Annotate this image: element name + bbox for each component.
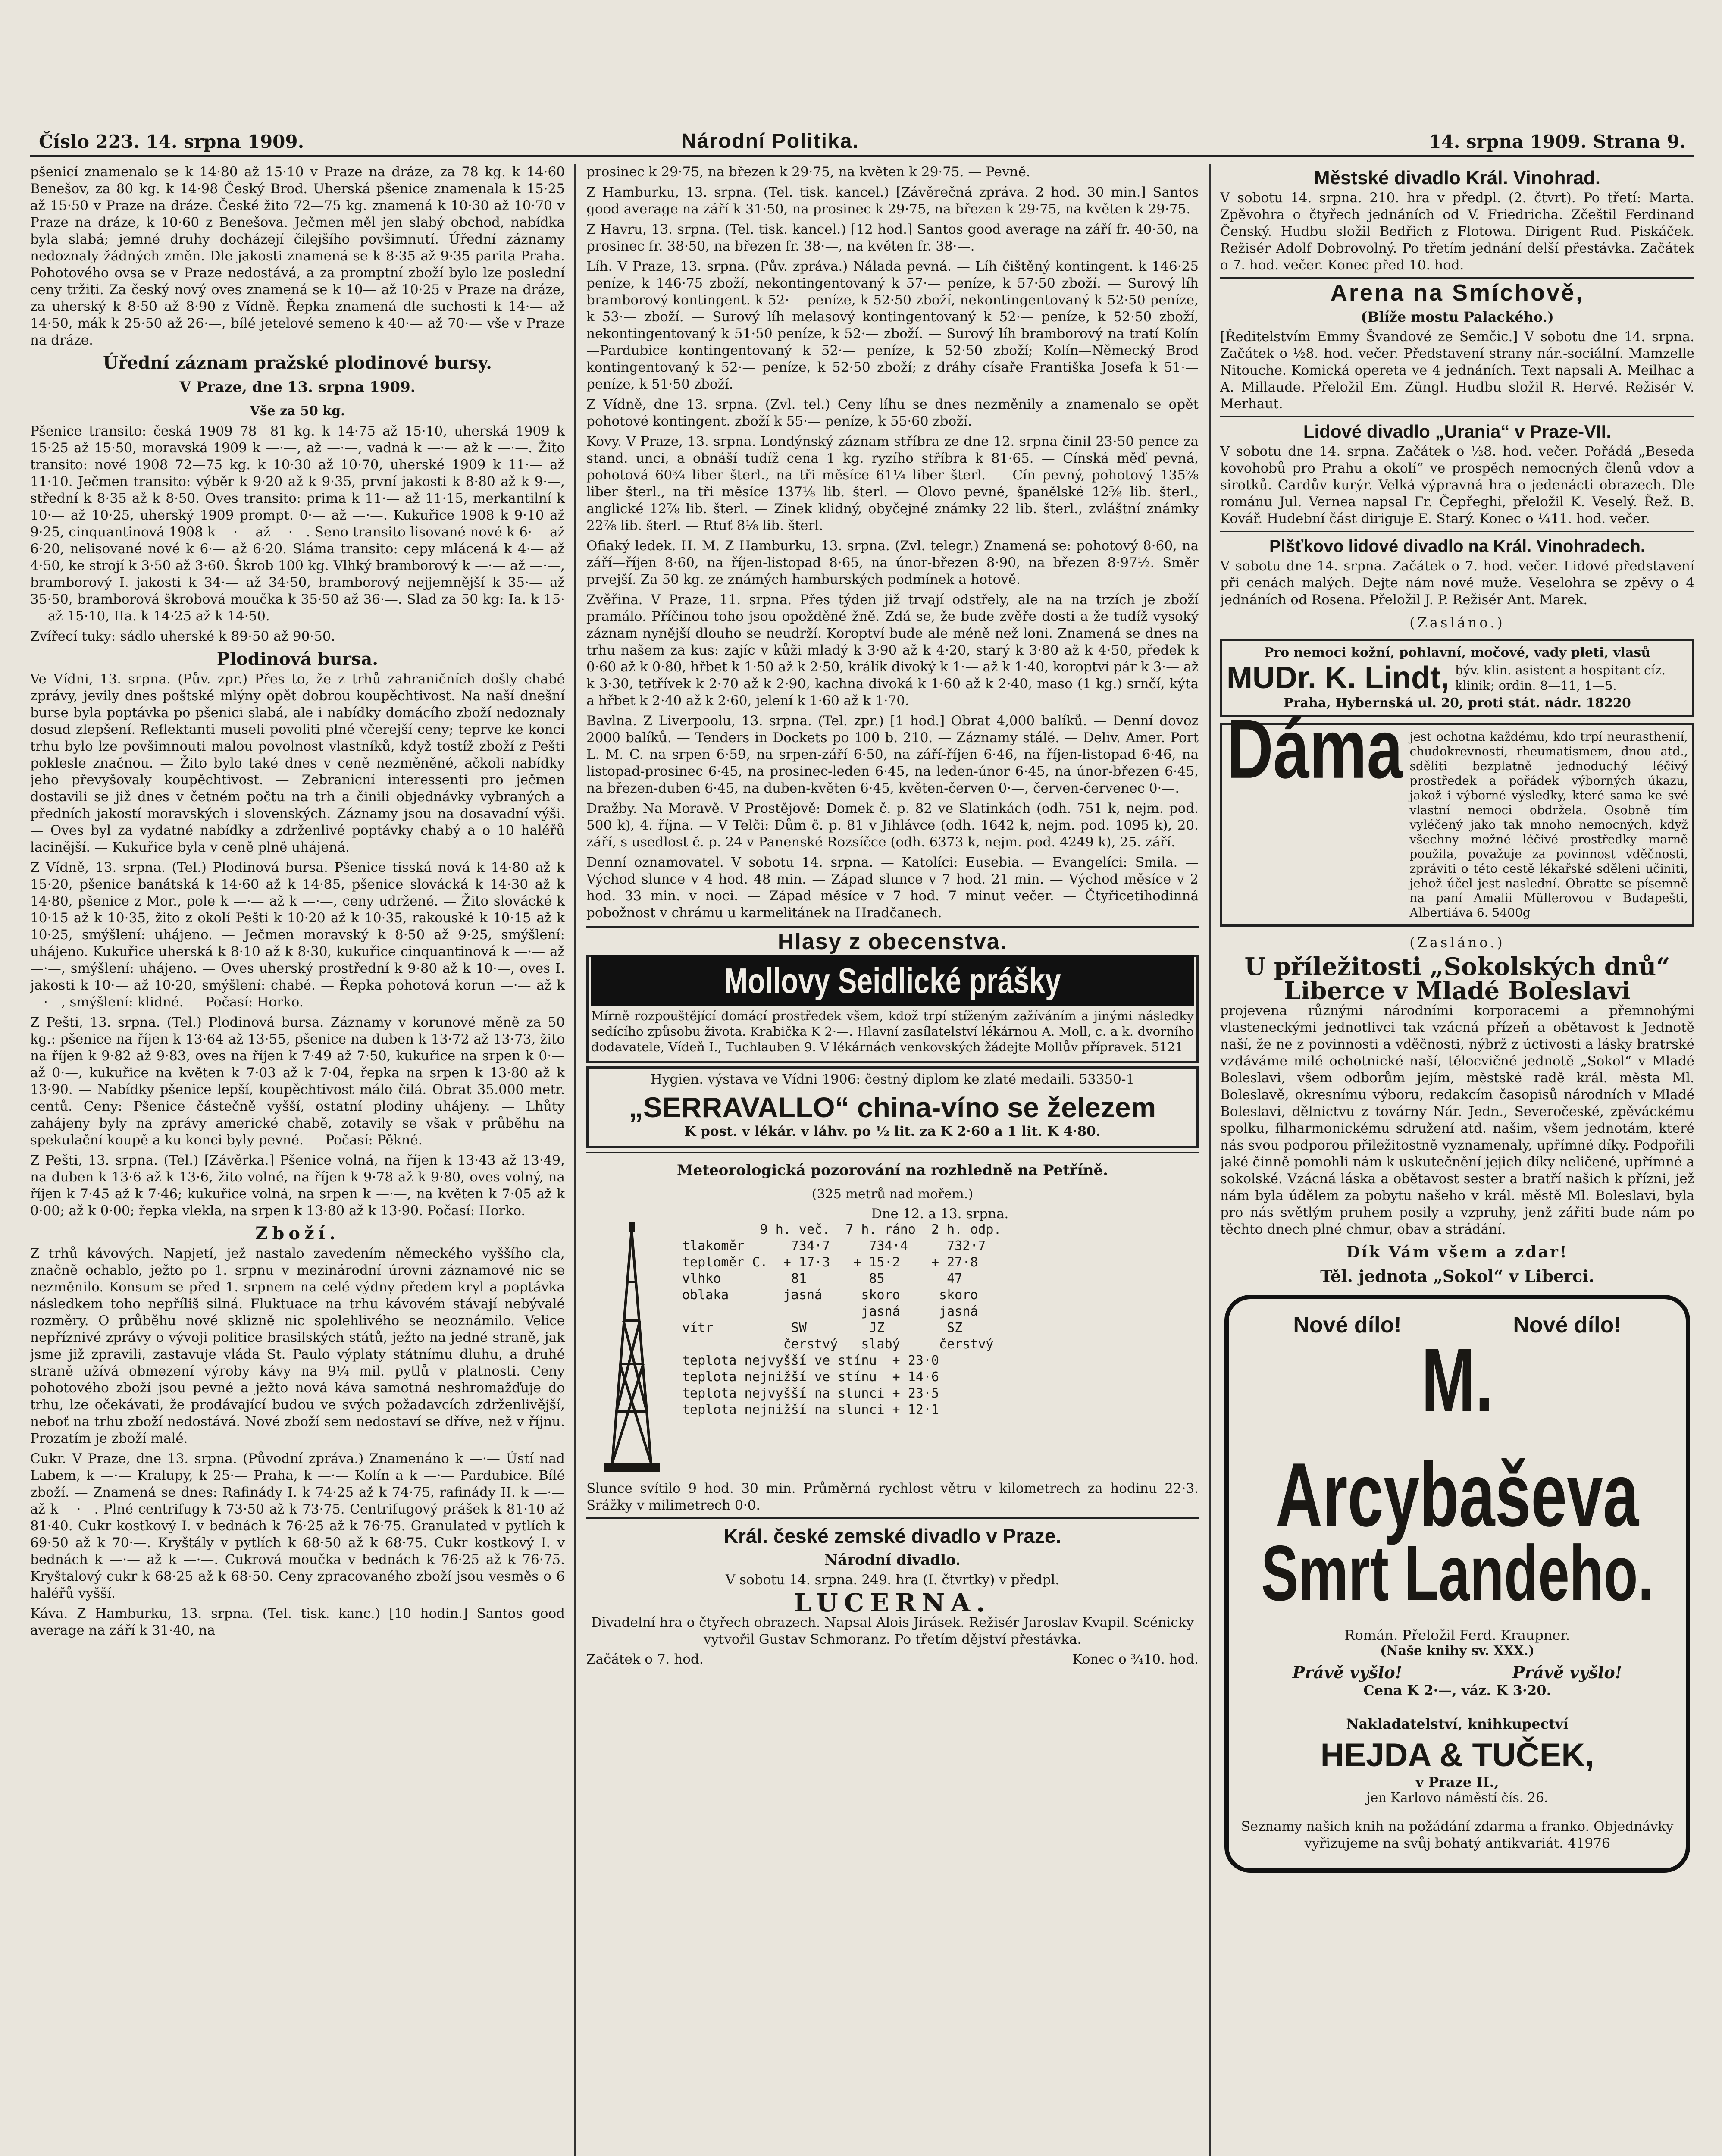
ad-title: Mollovy Seidlické prášky <box>591 955 1194 1006</box>
book-author: M. Arcybaševa <box>1275 1329 1639 1545</box>
column-divider <box>1209 164 1211 2156</box>
article-text: Líh. V Praze, 13. srpna. (Pův. zpráva.) Nálada pevná. — Líh čištěný kontingent. k 146·25 peníze, k 146·75 zboží, nekontingentovaný k 57·— peníze, k 57·50 zboží. — Surový líh bramborový kontingent. k 52·— peníze, k 52·50 zboží, nekontingentovaný k 52·50 peníze, k 53·— zboží. — Surový líh melasový kontingentovaný k 52·— peníze, k 52·50 zboží, nekontingentovaný k 51·50 peníze, k 52·— zboží. — Surový líh bramborový na tratí Kolín—Pardubice kontingentovaný k 52·— peníze, k 52·50 zboží; Kolín—Německý Brod kontingentovaný k 52·— peníze, k 52·50 zboží; z dráhy císaře Františka Josefa k 51·— peníze, k 51·50 zboží. <box>586 259 1199 392</box>
article-text: Z Havru, 13. srpna. (Tel. tisk. kancel.) [12 hod.] Santos good average na září fr. 40·50, na prosinec fr. 38·50, na březen fr. 38·—, na květen fr. 38·—. <box>586 222 1199 254</box>
theatre-heading: Lidové divadlo „Urania“ v Praze-VII. <box>1303 421 1612 442</box>
weather-heading: Meteorologická pozorování na rozhledně na Petříně. <box>677 1162 1108 1179</box>
notice-thanks: Dík Vám všem a zdar! <box>1346 1243 1569 1261</box>
weather-table: 9 h. več. 7 h. ráno 2 h. odp. tlakoměr 734·7 734·4 732·7 teploměr C. + 17·3 + 15·2 + 27·8 vlhko 81 85 47 oblaka jasná skoro skoro jasná jasná vítr SW JZ SZ čerstvý slabý čerstvý teplota nejvyšší ve stínu + 23·0 teplota nejnižší ve stínu + 14·6 teplota nejvyšší na slunci + 23·5 teplota nejnižší na slunci + 12·1 <box>682 1222 1002 1417</box>
article-text: Z Vídně, dne 13. srpna. (Zvl. tel.) Ceny líhu se dnes nezměnily a znamenalo se opět pohotové kontingent. zboží k 55·— peníze, k 55·60 zboží. <box>586 397 1199 429</box>
section-subheading: V Praze, dne 13. srpna 1909. <box>179 379 416 396</box>
article-text: Z Pešti, 13. srpna. (Tel.) Plodinová bursa. Záznamy v korunové měně za 50 kg.: pšenice na říjen k 13·64 až 13·55, pšenice na duben k 13·72 až 13·73, žito na říjen k 9·82 až 9·83, oves na říjen k 7·49 až 7·50, kukuřice na srpen k 0·— až 0·—, kukuřice na květen k 7·03 až k 7·04, řepka na srpen k 13·80 až k 13·90. — Nabídky pšenice lepší, koupěchtivost málo čilá. Obrat 35.000 metr. centů. Ceny: Pšenice částečně vyšší, ostatní plodiny uhájeny. — Lhůty zahájeny byly na zprávy americké chabě, zotavily se však v průběhu na spekulační koupě a ku konci byly pevné. — Počasí: Pěkné. <box>30 1015 565 1148</box>
article-text: Dražby. Na Moravě. V Prostějově: Domek č. p. 82 ve Slatinkách (odh. 751 k, nejm. pod. 500 k), 4. října. — V Telči: Dům č. p. 81 v Jihlávce (odh. 1642 k, nejm. pod. 1095 k), 20. září, s usedlost č. p. 24 v Panenské Rozsíčce (odh. 6373 k, nejm. pod. 4249 k), 25. září. <box>586 801 1199 850</box>
theatre-subheading: Národní divadlo. <box>824 1551 961 1569</box>
article-text: Z trhů kávových. Napjetí, jež nastalo zavedením německého vyššího cla, značně ochablo, ježto po 1. srpnu v mezinárodní úrovni záznamové nic se nezměnilo. Konsum se před 1. srpnem na celé výdny předem kryl a poptávka následkem toho nepříliš silná. Fluktuace na trhu kávovém stávají nebývalé rozměry. O průběhu nové sklizně nic spolehlivého se neoznámilo. Velice nepříznivé zprávy o vývoji politice brasilských států, ježto na jedné straně, jak jsme již zpravili, zastavuje vláda St. Paulo výplaty státnímu dluhu, a druhé straně užívá obmezení výroby kávy na 9¼ mil. pytlů v platnosti. Ceny pohotového zboží jsou pevné a ježto nová káva samotná neshromažďuje do trhu, lze očekávati, že prodávající budou ve svých požadavcích zdrženlivější, neboť na trhu zboží nedostává. Nové zboží sem nedostaví se dříve, než v říjnu. Prozatím je zboží malé. <box>30 1246 565 1446</box>
article-text: Pšenice transito: česká 1909 78—81 kg. k 14·75 až 15·10, uherská 1909 k 15·25 až 15·50, moravská 1909 k —·—, až —·—, vadná k —·— až k —·—. Žito transito: nové 1908 72—75 kg. k 10·30 až 10·70, uherské 1909 k 11·— až 11·10. Ječmen transito: výběr k 9·20 až k 9·35, první jakosti k 8·80 až k 9·—, střední k 8·35 až k 8·50. Oves transito: prima k 11·— až 11·15, merkantilní k 10·— až 10·25, uherský 1909 prompt. 0·— až —·—. Kukuřice 1908 k 9·10 až 9·25, cinquantinová 1908 k —·— až —·—. Seno transito lisované nové k 6·— až 6·20, nelisované nové k 6·— až 6·20. Sláma transito: cepy mlácená k 4·— až 4·50, ke strojí k 3·50 až 3·60. Škrob 100 kg. Vlhký bramborový k —·— až —·—, bramborový I. jakosti k 34·— až 34·50, bramborový nejjemnější k 35·— až 35·50, bramborová škrobová moučka k 35·50 až 36·—. Slad za 50 kg: Ia. k 15·— až 15·10, IIa. k 14·25 až k 14·50. <box>30 423 565 624</box>
ad-text: K post. v lékár. v láhv. po ½ lit. za K 2·60 a 1 lit. K 4·80. <box>684 1124 1101 1139</box>
book-price: Cena K 2·—, váz. K 3·20. <box>1363 1682 1551 1698</box>
masthead: Národní Politika. <box>681 130 859 153</box>
publisher-name: HEJDA & TUČEK, <box>1320 1737 1594 1774</box>
section-heading: Úřední záznam pražské plodinové bursy. <box>103 353 492 373</box>
start-time: Začátek o 7. hod. <box>586 1651 704 1667</box>
article-text: Zvířecí tuky: sádlo uherské k 89·50 až 90·50. <box>30 629 335 644</box>
notice-text: projevena různými národními korporacemi a přemnohými vlasteneckými jednotlivci tak vzácná přízeň a obětavost k Jednotě naší, že ne z povinnosti a vděčnosti, nýbrž z úctivosti a lásky bratrské vzdáváme milé ochotnické naší, tělocvičné jednotě „Sokol“ v Mladé Boleslavi, všem odborům jejím, městské radě král. města Ml. Boleslavě, okresnímu výboru, redakcím časopisů národních v Mladé Boleslavi, dělnictvu z továrny Nár. Jedn., Severočeské, zpěváckému spolku, filharmonickému sdružení atd. našim, všem jednotám, které nás svou podporou přiležitostně vyznamenaly, upřímné díky. Podpořili jaké činně pomohli nám k uskutečnění jejich díky neličené, upřímné a sokolské. Vzácná láska a obětavost sester a bratří našich k přízni, jež nám byla údělem za pobytu našeho v král. městě Ml. Boleslavi, byla pro nás světlým pruhem posily a vzpruhy, jenž zářiti bude nám po těchto dnech plné chmur, obav a strádání. <box>1220 1003 1694 1237</box>
zaslano-label: (Zasláno.) <box>1409 934 1505 951</box>
ad-badge: Nové dílo! <box>1293 1313 1402 1338</box>
ad-title: „SERRAVALLO“ china-víno se železem <box>629 1091 1156 1123</box>
publisher-address: jen Karlovo náměstí čís. 26. <box>1366 1790 1548 1805</box>
ad-text: býv. klin. asistent a hospitant cíz. klinik; ordin. 8—11, 1—5. <box>1455 663 1666 693</box>
publisher-text: Seznamy našich knih na požádání zdarma a franko. Objednávky vyřizujeme na svůj bohatý antikvariát. 41976 <box>1241 1819 1674 1851</box>
page-number: 14. srpna 1909. Strana 9. <box>1428 131 1686 152</box>
article-text: Z Pešti, 13. srpna. (Tel.) [Závěrka.] Pšenice volná, na říjen k 13·43 až 13·49, na duben k 13·6 až k 13·6, žito volné, na říjen k 9·78 až k 9·80, oves volný, na říjen k 7·45 až k 7·46; kukuřice volná, na srpen k —·—, na květen k 7·05 až k 0·00; až k 0·00; řepka vlekla, na srpen k 13·80 až k 13·90. Počasí: Horko. <box>30 1153 565 1219</box>
article-text: Ofiaký ledek. H. M. Z Hamburku, 13. srpna. (Zvl. telegr.) Znamená se: pohotový 8·60, na září—říjen 8·60, na říjen-listopad 8·65, na únor-březen 8·90, na březen 8·97½. Směr prvejší. Za 50 kg. ze známých hamburských podmínek a hotově. <box>586 538 1199 587</box>
theatre-text: Divadelní hra o čtyřech obrazech. Napsal Alois Jirásek. Režisér Jaroslav Kvapil. Scénicky vytvořil Gustav Schmoranz. Po třetím dějství přestávka. <box>591 1615 1194 1647</box>
theatre-text: V sobotu 14. srpna. 210. hra v předpl. (2. čtvrt). Po třetí: Marta. Zpěvohra o čtyřech jednáních od V. Friedricha. Zčeštil Ferdinand Čenský. Hudbu složil Bedřich z Flotowa. Dirigent Rud. Piskáček. Režisér Adolf Dobrovolný. Po třetím jednání delší přestávka. Začátek o 7. hod. večer. Konec před 10. hod. <box>1220 190 1694 273</box>
column-3 <box>1220 164 1694 2156</box>
article-text: Bavlna. Z Liverpoolu, 13. srpna. (Tel. zpr.) [1 hod.] Obrat 4,000 balíků. — Denní dovoz 2000 balíků. — Tenders in Dockets po 100 b. 210. — Záznamy stálé. — Deliv. Amer. Port L. M. C. na srpen 6·59, na srpen-září 6·50, na září-říjen 6·46, na říjen-listopad 6·46, na listopad-prosinec 6·45, na prosinec-leden 6·45, na leden-únor 6·45, na únor-březen 6·45, na březen-duben 6·45, na duben-květen 6·45, květen-červen 0·—, červen-červenec 0·—. <box>586 713 1199 796</box>
book-info: (Naše knihy sv. XXX.) <box>1380 1643 1534 1658</box>
divider <box>1220 416 1694 417</box>
zaslano-label: (Zasláno.) <box>1409 614 1505 631</box>
book-info: Román. Přeložil Ferd. Kraupner. <box>1344 1627 1570 1643</box>
ad-badge: Právě vyšlo! <box>1292 1663 1403 1682</box>
ad-text: jest ochotna každému, kdo trpí neurasthenií, chudokrevností, rheumatismem, dnou atd., sděliti bezplatně jednoduchý léčivý prostředek a pořádek výborných úkazu, jakož i výborné výsledky, které sama ke své vlastní nemoci obdržela. Osobně tím vyléčený jako tak mnoho nemocných, když všechny možné léčivé prostředky marně použila, považuje za povinnost vděčnosti, zpráviti o této cestě lékařské sděleni učiniti, jehož účel jest naslední. Obratte se písemně na paní Amalii Müllerovou v Budapešti, Albertiáva 6. 5400g <box>1409 730 1688 920</box>
theatre-text: [Ředitelstvím Emmy Švandové ze Semčic.] V sobotu dne 14. srpna. Začátek o ½8. hod. večer. Představení strany nár.-sociální. Mamzelle Nitouche. Komická opereta ve 4 jednáních. Text napsali A. Meilhac a A. Millaude. Přeložil Em. Züngl. Hudbu složil R. Hervé. Režisér V. Merhaut. <box>1220 329 1694 412</box>
section-subheading: Vše za 50 kg. <box>250 404 345 419</box>
weather-report <box>586 1152 1199 1514</box>
ad-title: MUDr. K. Lindt, <box>1227 661 1449 695</box>
advertisement-mollov <box>586 955 1199 1063</box>
ad-text: Mírně rozpouštějící domácí prostředek všem, kdož trpí stíženým zažíváním a jinými následky sedícího způsobu života. Krabička K 2·—. Hlavní zasílatelství lékárnou A. Moll, c. a k. dvorního dodavatele, Vídeň I., Tuchlauben 9. V lékárnách venkovských žádejte Mollův přípravek. 5121 <box>591 1009 1194 1054</box>
section-heading: Plodinová bursa. <box>216 649 379 669</box>
article-text: Z Hamburku, 13. srpna. (Tel. tisk. kancel.) [Závěrečná zpráva. 2 hod. 30 min.] Santos good average na září k 31·50, na prosinec k 29·75, na březen k 29·75, na květen k 29·75. <box>586 185 1199 217</box>
weather-date: Dne 12. a 13. srpna. <box>871 1206 1009 1222</box>
ad-badge: Právě vyšlo! <box>1512 1663 1622 1682</box>
newspaper-page <box>30 129 1694 2156</box>
ad-text: Hygien. výstava ve Vídni 1906: čestný diplom ke zlaté medaili. 53350-1 <box>650 1072 1135 1087</box>
divider <box>1220 277 1694 279</box>
column-divider <box>574 164 576 2156</box>
divider <box>586 926 1199 928</box>
notice-heading: U příležitosti „Sokolských dnů“ <box>1244 953 1670 981</box>
column-2 <box>586 164 1199 2156</box>
article-text: Z Vídně, 13. srpna. (Tel.) Plodinová bursa. Pšenice tisská nová k 14·80 až k 15·20, pšenice banátská k 14·60 až k 14·85, pšenice slovácká k 14·30 až k 14·80, pšenice z Mor., pole k —·— až k —·—, ceny udržené. — Žito slovácké k 10·15 až k 10·35, žito z okolí Pešti k 10·20 až k 10·35, rakouské k 10·15 až k 10·25, smýšlení: uhájeno. — Ječmen moravský k 8·50 až 9·25, smýšlení: uhájeno. Kukuřice uherská k 8·10 až k 8·30, kukuřice cinquantinová k —·— až —·—, smýšlení: uhájeno. — Oves uherský prostřední k 9·80 až k 10·—, oves I. jakosti k 10·— až 10·20, smýšlení: chabé. — Řepka pohotová korun —·— až k —·—, smýšlení: klidné. — Počasí: Horko. <box>30 860 565 1010</box>
ad-title: Dáma <box>1227 702 1403 796</box>
section-heading: Hlasy z obecenstva. <box>777 929 1008 954</box>
divider <box>1220 531 1694 532</box>
end-time: Konec o ¾10. hod. <box>1072 1651 1199 1667</box>
article-text: Zvěřina. V Praze, 11. srpna. Přes týden již trvají odstřely, ale na na trzích je zboží pramálo. Příčinou toho jsou opožděné žně. Zdá se, že bude zvěře dosti a že tudíž vysoký záznam nynější dlouho se neudrží. Koroptví bude ale méně než loni. Znamená se dnes na trhu našem za kus: zajíc v kůži mladý k 3·90 až k 4·20, starý k 3·80 až k 4·50, předek k 0·60 až k 0·80, hřbet k 1·50 až k 2·50, králík divoký k 1·— až k 1·40, koroptví pár k 3·— až k 3·30, tetřívek k 2·70 až k 2·90, kachna divoká k 1·60 až k 2·40, maso (1 kg.) srnčí, kýta a hřbet k 2·40 až k 2·60, jelení k 1·60 až k 1·70. <box>586 592 1199 708</box>
theatre-heading: Arena na Smíchově, <box>1330 280 1584 306</box>
theatre-listing <box>586 1517 1199 1667</box>
publisher-city: v Praze II., <box>1415 1774 1499 1790</box>
theatre-heading: Městské divadlo Král. Vinohrad. <box>1314 167 1601 188</box>
column-1 <box>30 164 565 2156</box>
article-text: Ve Vídni, 13. srpna. (Pův. zpr.) Přes to, že z trhů zahraničních došly chabé zprávy, jevily dnes poštské mlýny opět dobrou koupěchtivost. Na naší dnešní burse byla poptávka po pšenici slabá, ale i nabídky domácího zboží nedoznaly dosud zlepšení. Reflektanti museli povoliti plné včerejší ceny; teprve ke konci trhu bylo lze povšimnouti malou povolnost vlastníků, když tostíž zboží z Pešti poklesle značnou. — Žito bylo také dnes v ceně nezměněné, ačkoli nabídky jeho převyšovaly koupěchtivost. — Zebranicní interessenti pro ječmen dostavili se již dnes v četném počtu na trh a činili objednávky vybraných a předních jakostí moravských i slovenských. Záznamy jsou na dosavadní výši. — Oves byl za vydatné nabídky a zdrženlivé poptávky chabý a o 10 haléřů lacinější. — Kukuřice byla v ceně plně uhájená. <box>30 671 565 855</box>
article-text: pšenicí znamenalo se k 14·80 až 15·10 v Praze na dráze, za 78 kg. k 14·60 Benešov, za 80 kg. k 14·98 Český Brod. Uherská pšenice znamenala k 15·25 až 15·50 v Praze na dráze. České žito 72—75 kg. znamená k 10·30 až 10·70 v Praze na dráze, k 10·60 z Benešova. Ječmen měl jen slabý obchod, nabídka byla slabá; jemné druhy docházejí čilejšího povšimnutí. Úřední záznamy nedoznaly žádných změn. Dle jakosti znamená se k 8·35 až 9·35 paritа Praha. Pohotového ovsa se v Praze nedostává, a za promptní zboží bylo lze poslední ceny tržiti. Za český nový oves znamená se k 10— až 10·25 v Praze na dráze, za uherský k 8·50 až 8·90 z Vídně. Řepka znamená dle suchosti k 14·— až 14·50, mák k 25·50 až 26·—, bílé jetelové semeno k 40·— až 70·— vše v Praze na dráze. <box>30 164 565 348</box>
theatre-heading: Král. české zemské divadlo v Praze. <box>723 1525 1061 1547</box>
section-heading: Zboží. <box>255 1223 340 1244</box>
article-text: Káva. Z Hamburku, 13. srpna. (Tel. tisk. kanc.) [10 hodin.] Santos good average na září k 31·40, na <box>30 1606 565 1638</box>
advertisement-book <box>1224 1295 1690 1873</box>
advertisement-serravallo <box>586 1066 1199 1148</box>
weather-text: Slunce svítilo 9 hod. 30 min. Průměrná rychlost větru v kilometrech za hodinu 22·3. Srážky v milimetrech 0·0. <box>586 1481 1199 1513</box>
theatre-text: V sobotu dne 14. srpna. Začátek o ½8. hod. večer. Pořádá „Beseda kovohobů pro Prahu a okolí“ ve prospěch nemocných členů vdov a sirotků. Cardův kurýr. Velká výpravná hra o jedenácti obrazech. Dle románu Jul. Vernea napsal Fr. Čepřeghi, přeložil K. Veselý. Řež. B. Kovář. Hudební část diriguje E. Starý. Konec o ¼11. hod. večer. <box>1220 444 1694 526</box>
ad-text: Praha, Hybernská ul. 20, proti stát. nádr. 18220 <box>1284 696 1631 711</box>
article-text: Cukr. V Praze, dne 13. srpna. (Původní zpráva.) Znamenáno k —·— Ústí nad Labem, k —·— Kralupy, k 25·— Praha, k —·— Kolín a k —·— Pardubice. Bílé zboží. — Znamená se dnes: Rafinády I. k 74·25 až k 74·75, rafinády II. k —·— až k —·—. Plné centrifugy k 73·50 až k 73·75. Centrifugový prášek k 81·10 až 81·40. Cukr kostkový I. v bednách k 76·25 až k 76·75. Granulated v pytlích k 69·50 až k 70·—. Kryštály v pytlích k 68·50 až k 68·75. Cukr kostkový I. v bednách k —·— až k —·—. Cukrová moučka v bednách k 76·25 až k 76·75. Kryštalový cukr k 68·25 až k 68·50. Ceny zpracovaného zboží jsou vesměs o 6 haléřů vyšší. <box>30 1451 565 1601</box>
notice-signature: Těl. jednota „Sokol“ v Liberci. <box>1320 1266 1594 1286</box>
page-header <box>30 129 1694 157</box>
play-title: LUCERNA. <box>794 1588 991 1617</box>
book-title: Smrt Landeho. <box>1261 1529 1654 1617</box>
theatre-text: V sobotu 14. srpna. 249. hra (I. čtvrtky) v předpl. <box>725 1572 1060 1588</box>
theatre-heading: Plšťkovo lidové divadlo na Král. Vinohradech. <box>1269 537 1645 556</box>
issue-info: Číslo 223. 14. srpna 1909. <box>39 131 304 152</box>
article-text: Kovy. V Praze, 13. srpna. Londýnský záznam stříbra ze dne 12. srpna činil 23·50 pence za stand. unci, a obnáší tudíž cena 1 kg. ryzího stříbra k 81·65. — Cínská měď pevná, pohotová 60¾ liber šterl., na tři měsíce 61¼ liber šterl. — Cín pevný, pohotový 135⅞ liber šterl., na tři měsíce 137⅛ lib. šterl. — Olovo pevné, španělské 12⅝ lib. šterl., anglické 12⅞ lib. šterl. — Zinek klidný, obyčejné známky 22 lib. šterl., zvláštní známky 22⅞ lib. šterl. — Rtuť 8⅛ lib. šterl. <box>586 434 1199 533</box>
weather-subheading: (325 metrů nad mořem.) <box>811 1187 974 1202</box>
article-text: Denní oznamovatel. V sobotu 14. srpna. — Katolíci: Eusebia. — Evangelíci: Smila. — Východ slunce v 4 hod. 48 min. — Západ slunce v 7 hod. 21 min. — Východ měsíce v 2 hod. 33 min. v noci. — Západ měsíce v 7 hod. 7 minut večer. — Čtyřicetihodinná pobožnost v chrámu u karmelitánek na Hradčanech. <box>586 855 1199 921</box>
notice-subheading: Liberce v Mladé Boleslavi <box>1284 977 1631 1005</box>
petrin-tower-icon <box>586 1222 677 1480</box>
publisher-label: Nakladatelství, knihkupectví <box>1346 1716 1569 1732</box>
ad-badge: Nové dílo! <box>1513 1313 1622 1338</box>
theatre-text: V sobotu dne 14. srpna. Začátek o 7. hod. večer. Lidové představení při cenách malých. Dejte nám nové muže. Veselohra se zpěvy o 4 jednáních od Rosena. Přeložil J. P. Režisér Ant. Marek. <box>1220 558 1694 608</box>
ad-text: Pro nemoci kožní, pohlavní, močové, vady pleti, vlasů <box>1264 645 1651 660</box>
article-text: prosinec k 29·75, na březen k 29·75, na květen k 29·75. — Pevně. <box>586 164 1030 180</box>
theatre-subheading: (Blíže mostu Palackého.) <box>1361 309 1554 325</box>
